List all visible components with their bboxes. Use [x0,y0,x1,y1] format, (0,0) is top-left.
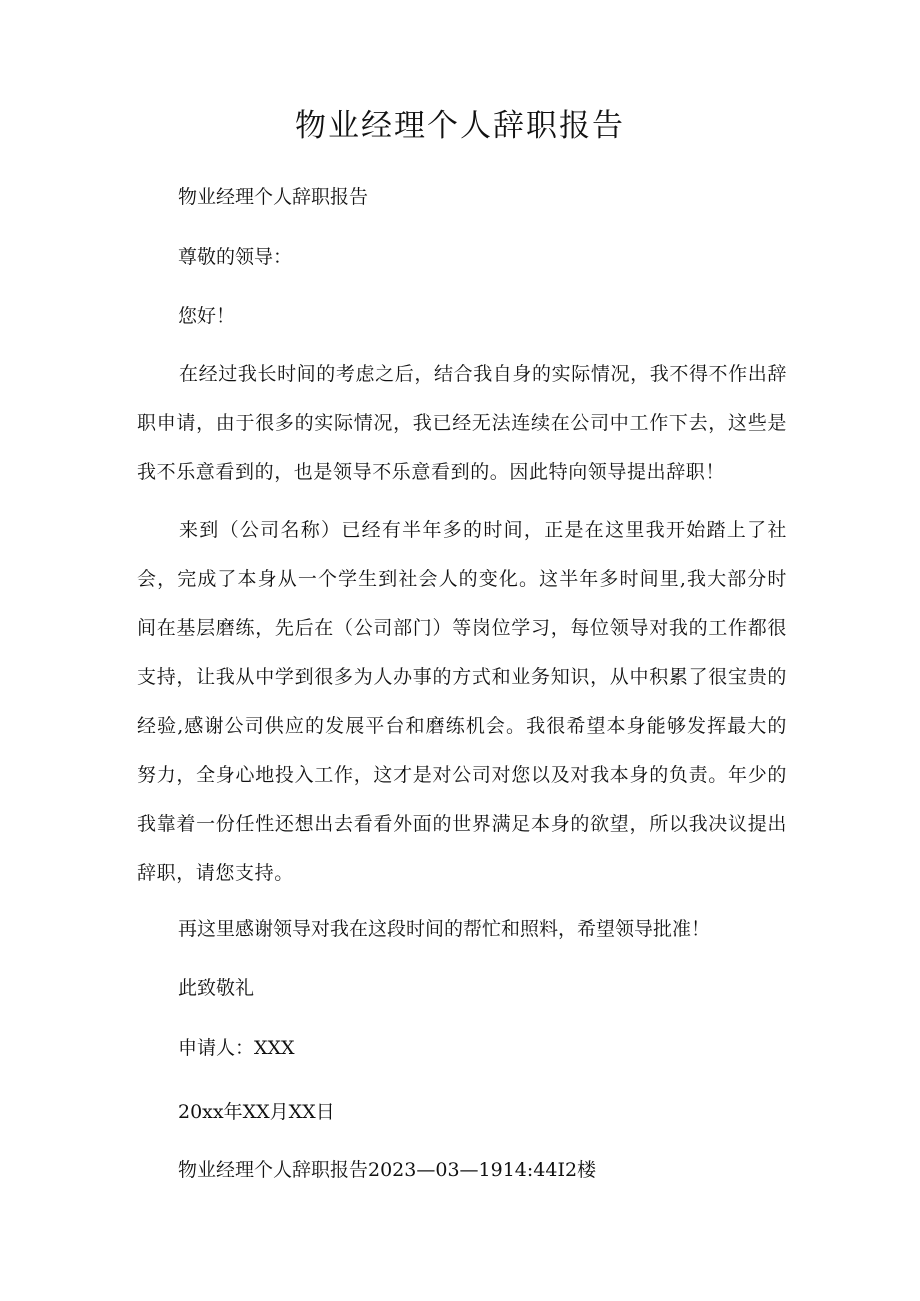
applicant-line: 申请人：XXX [178,1037,295,1059]
footer-line: 物业经理个人辞职报告2023—03—1914:44I2楼 [178,1159,597,1181]
paragraph-decision: 在经过我长时间的考虑之后，结合我自身的实际情况，我不得不作出辞职申请，由于很多的实际情况，我已经无法连续在公司中工作下去，这些是我不乐意看到的，也是领导不乐意看到的。因此特向领导提出辞职！ [137,363,787,483]
document-subtitle: 物业经理个人辞职报告 [178,186,369,208]
date-line: 20xx年XX月XX日 [178,1101,335,1123]
paragraph-experience: 来到（公司名称）已经有半年多的时间，正是在这里我开始踏上了社会，完成了本身从一个学生到社会人的变化。这半年多时间里,我大部分时间在基层磨练，先后在（公司部门）等岗位学习，每位领导对我的工作都很支持，让我从中学到很多为人办事的方式和业务知识，从中积累了很宝贵的经验,感谢公司供应的发展平台和磨练机会。我很希望本身能够发挥最大的努力，全身心地投入工作，这才是对公司对您以及对我本身的负责。年少的我靠着一份任性还想出去看看外面的世界满足本身的欲望，所以我决议提出辞职，请您支持。 [137,519,787,884]
closing-line: 此致敬礼 [178,977,255,999]
document-title: 物业经理个人辞职报告 [295,108,625,144]
thanks-line: 再这里感谢领导对我在这段时间的帮忙和照料，希望领导批准！ [178,918,711,940]
salutation: 尊敬的领导： [178,246,293,268]
greeting: 您好！ [178,305,236,327]
